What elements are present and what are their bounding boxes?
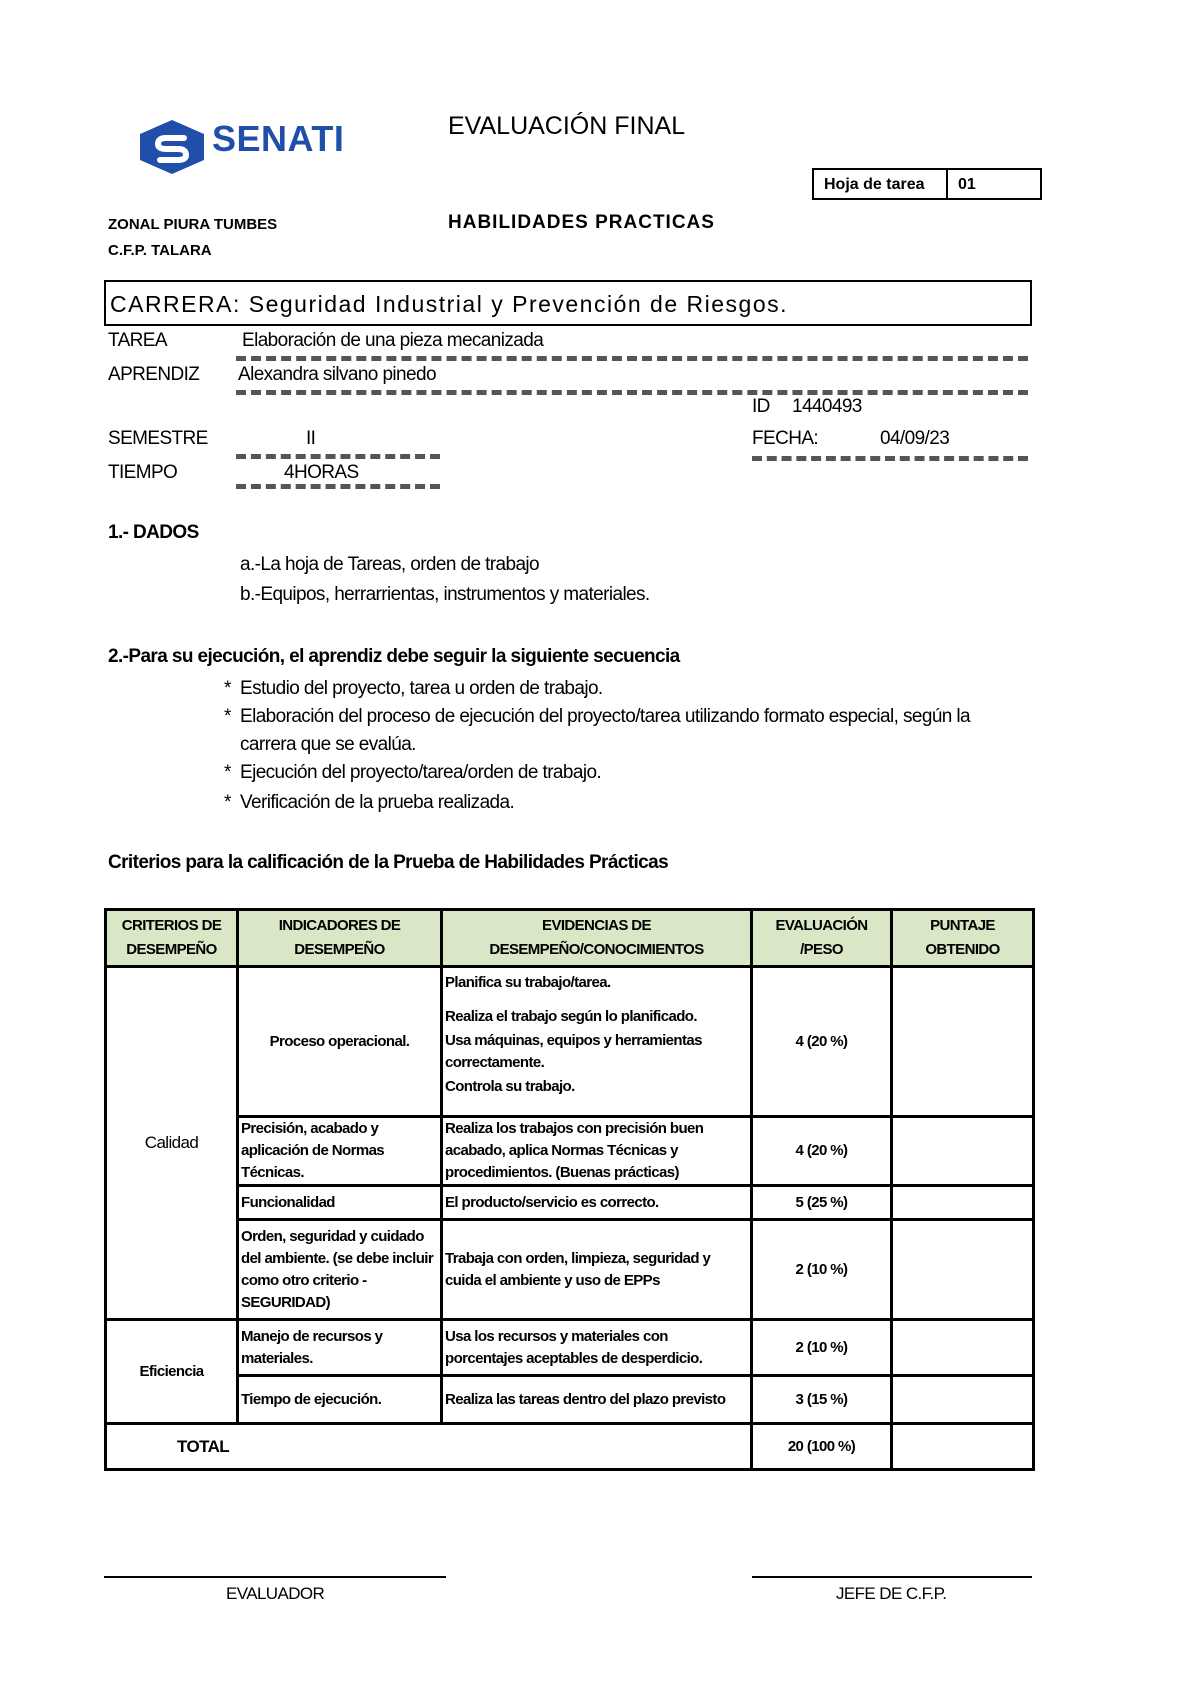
aprendiz-dash-line [236, 390, 1028, 395]
logo-text: SENATI [212, 118, 345, 159]
puntaje-cell[interactable] [892, 967, 1034, 1117]
criterios-title: Criterios para la calificación de la Prueba de Habilidades Prácticas [108, 852, 669, 873]
semestre-dash-line [236, 454, 440, 459]
tiempo-value: 4HORAS [284, 462, 359, 483]
peso-cell: 4 (20 %) [752, 1117, 892, 1186]
total-puntaje-cell[interactable] [892, 1424, 1034, 1470]
evaluador-label: EVALUADOR [226, 1584, 325, 1603]
peso-cell: 2 (10 %) [752, 1320, 892, 1376]
bullet: * [224, 762, 232, 783]
hoja-de-tarea-box [812, 168, 1042, 200]
hoja-value: 01 [958, 176, 976, 193]
semestre-value: II [306, 428, 316, 449]
peso-cell: 5 (25 %) [752, 1186, 892, 1220]
subtitle: HABILIDADES PRACTICAS [448, 212, 715, 233]
id-label: ID [752, 396, 770, 417]
fecha-label: FECHA: [752, 428, 819, 449]
indicador-cell: Orden, seguridad y cuidado del ambiente. (se debe incluir como otro criterio - SEGURIDAD) [238, 1220, 442, 1320]
puntaje-cell[interactable] [892, 1376, 1034, 1424]
evidencia-line: Planifica su trabajo/tarea. [445, 974, 611, 991]
header-puntaje: PUNTAJE OBTENIDO [892, 910, 1034, 967]
evidencias-cell: Trabaja con orden, limpieza, seguridad y cuida el ambiente y uso de EPPs [442, 1220, 752, 1320]
peso-cell: 4 (20 %) [752, 967, 892, 1117]
puntaje-cell[interactable] [892, 1320, 1034, 1376]
table-row [106, 1376, 1034, 1424]
bullet: * [224, 678, 232, 699]
id-value: 1440493 [792, 396, 862, 417]
fecha-value: 04/09/23 [880, 428, 950, 449]
secuencia-item: Ejecución del proyecto/tarea/orden de trabajo. [240, 762, 602, 783]
zonal-label: ZONAL PIURA TUMBES [108, 216, 278, 233]
header-evidencias: EVIDENCIAS DE DESEMPEÑO/CONOCIMIENTOS [442, 910, 752, 967]
header-criterios: CRITERIOS DE DESEMPEÑO [106, 910, 238, 967]
dados-item: a.-La hoja de Tareas, orden de trabajo [240, 554, 540, 575]
tarea-dash-line [236, 356, 1028, 361]
total-value: 20 (100 %) [752, 1424, 892, 1470]
senati-logo-icon [132, 116, 212, 178]
peso-cell: 2 (10 %) [752, 1220, 892, 1320]
fecha-dash-line [752, 456, 1028, 461]
aprendiz-value: Alexandra silvano pinedo [238, 364, 436, 385]
evidencias-cell: El producto/servicio es correcto. [442, 1186, 752, 1220]
evidencias-cell: Realiza las tareas dentro del plazo previsto [442, 1376, 752, 1424]
evaluador-signature-line [104, 1576, 446, 1578]
evidencias-cell: Realiza los trabajos con precisión buen acabado, aplica Normas Técnicas y procedimientos. (Buenas prácticas) [442, 1117, 752, 1186]
table-row [106, 967, 1034, 1117]
dados-title: 1.- DADOS [108, 522, 199, 543]
cfp-label: C.F.P. TALARA [108, 242, 212, 259]
evidencias-cell [442, 967, 752, 1117]
bullet: * [224, 792, 232, 813]
table-row [106, 1186, 1034, 1220]
secuencia-item: Elaboración del proceso de ejecución del proyecto/tarea utilizando formato especial, según la [240, 706, 971, 727]
carrera-box: CARRERA: Seguridad Industrial y Prevención de Riesgos. [104, 280, 1032, 326]
header-evaluacion: EVALUACIÓN /PESO [752, 910, 892, 967]
puntaje-cell[interactable] [892, 1117, 1034, 1186]
puntaje-cell[interactable] [892, 1220, 1034, 1320]
criterios-table [104, 908, 1035, 1471]
criterio-eficiencia: Eficiencia [106, 1320, 238, 1424]
indicador-cell: Precisión, acabado y aplicación de Normas Técnicas. [238, 1117, 442, 1186]
total-label: TOTAL [106, 1424, 752, 1470]
total-row [106, 1424, 1034, 1470]
puntaje-cell[interactable] [892, 1186, 1034, 1220]
aprendiz-label: APRENDIZ [108, 364, 200, 385]
secuencia-item: Verificación de la prueba realizada. [240, 792, 515, 813]
header-indicadores: INDICADORES DE DESEMPEÑO [238, 910, 442, 967]
evidencia-line: Realiza el trabajo según lo planificado. [445, 1008, 697, 1025]
evidencia-line: Controla su trabajo. [445, 1078, 575, 1095]
dados-item: b.-Equipos, herrarrientas, instrumentos y materiales. [240, 584, 650, 605]
secuencia-item-cont: carrera que se evalúa. [240, 734, 416, 755]
table-row [106, 1320, 1034, 1376]
hoja-label: Hoja de tarea [814, 170, 948, 198]
tiempo-dash-line [236, 484, 440, 489]
criterio-calidad: Calidad [106, 967, 238, 1320]
indicador-cell: Manejo de recursos y materiales. [238, 1320, 442, 1376]
secuencia-item: Estudio del proyecto, tarea u orden de trabajo. [240, 678, 603, 699]
bullet: * [224, 706, 232, 727]
secuencia-title: 2.-Para su ejecución, el aprendiz debe seguir la siguiente secuencia [108, 646, 680, 667]
table-row [106, 1117, 1034, 1186]
tarea-label: TAREA [108, 330, 167, 351]
indicador-cell: Tiempo de ejecución. [238, 1376, 442, 1424]
semestre-label: SEMESTRE [108, 428, 208, 449]
tiempo-label: TIEMPO [108, 462, 178, 483]
table-row [106, 1220, 1034, 1320]
jefe-signature-line [752, 1576, 1032, 1578]
page-title: EVALUACIÓN FINAL [448, 112, 686, 140]
indicador-cell: Funcionalidad [238, 1186, 442, 1220]
evidencia-line: Usa máquinas, equipos y herramientas correctamente. [445, 1032, 702, 1071]
evidencias-cell: Usa los recursos y materiales con porcentajes aceptables de desperdicio. [442, 1320, 752, 1376]
table-header-row [106, 910, 1034, 967]
indicador-cell: Proceso operacional. [238, 967, 442, 1117]
peso-cell: 3 (15 %) [752, 1376, 892, 1424]
tarea-value: Elaboración de una pieza mecanizada [242, 330, 544, 351]
jefe-label: JEFE DE C.F.P. [836, 1584, 947, 1603]
